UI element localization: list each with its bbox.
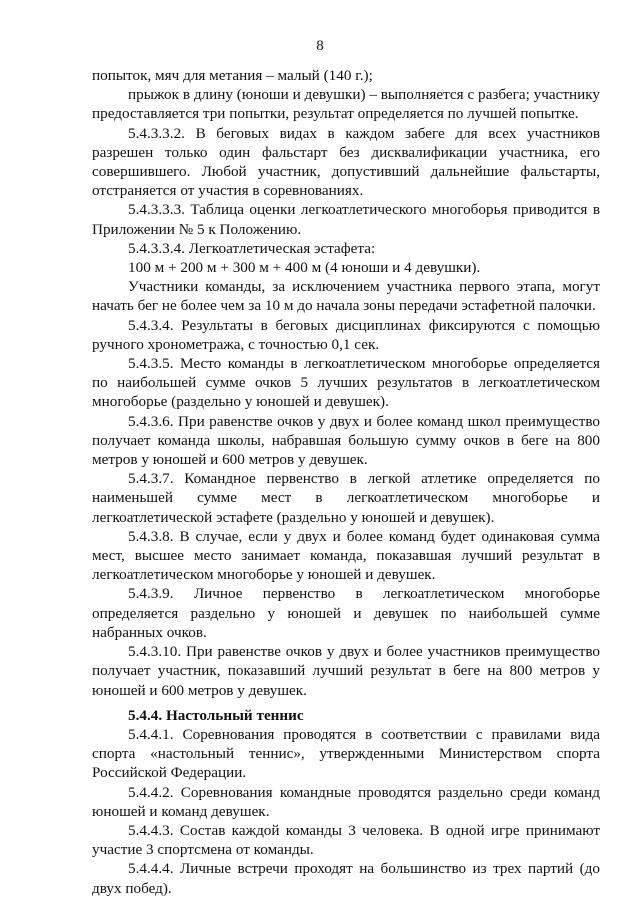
paragraph-5-4-4-1: 5.4.4.1. Соревнования проводятся в соответствии с правилами вида спорта «настольный теннис», утвержденными Министерством спорта Российской Федерации. (92, 725, 600, 782)
paragraph-throw-ball: попыток, мяч для метания – малый (140 г.); (92, 67, 373, 84)
paragraph-5-4-4-4: 5.4.4.4. Личные встречи проходят на большинство из трех партий (до двух побед). (92, 860, 600, 897)
paragraph-5-4-3-7: 5.4.3.7. Командное первенство в легкой атлетике определяется по наименьшей сумме мест в легкоатлетическом многоборье и легкоатлетической эстафете (раздельно у юношей и девушек). (92, 470, 600, 526)
paragraph-long-jump: прыжок в длину (юноши и девушки) – выполняется с разбега; участнику предоставляется три попытки, результат определяется по лучшей попытке. (92, 86, 600, 123)
paragraph-5-4-4-3: 5.4.4.3. Состав каждой команды 3 человека. В одной игре принимают участие 3 спортсмена от команды. (92, 821, 600, 859)
paragraph-relay-rule: Участники команды, за исключением участника первого этапа, могут начать бег не более чем за 10 м до начала зоны передачи эстафетной палочки. (92, 278, 600, 315)
paragraph-5-4-4-2: 5.4.4.2. Соревнования командные проводятся раздельно среди команд юношей и команд девушек. (92, 783, 600, 820)
paragraph-5-4-3-9: 5.4.3.9. Личное первенство в легкоатлетическом многоборье определяется раздельно у юношей и девушек по наибольшей сумме набранных очков. (92, 585, 600, 641)
document-body (92, 66, 600, 898)
paragraph-5-4-3-4: 5.4.3.4. Результаты в беговых дисциплинах фиксируются с помощью ручного хронометража, с точностью 0,1 сек. (92, 316, 600, 353)
paragraph-5-4-3-5: 5.4.3.5. Место команды в легкоатлетическом многоборье определяется по наибольшей сумме очков 5 лучших результатов в легкоатлетическом многоборье (раздельно у юношей и девушек). (92, 355, 600, 411)
paragraph-5-4-3-3-2: 5.4.3.3.2. В беговых видах в каждом забеге для всех участников разрешен только один фальстарт без дисквалификации участника, его совершившего. Любой участник, допустивший дальнейшие фальстарты, отстраняется от участия в соревнованиях. (92, 124, 600, 200)
section-heading-table-tennis: 5.4.4. Настольный теннис (128, 706, 304, 724)
paragraph-relay-distances: 100 м + 200 м + 300 м + 400 м (4 юноши и 4 девушки). (128, 259, 481, 277)
page-number: 8 (316, 38, 324, 54)
paragraph-5-4-3-6: 5.4.3.6. При равенстве очков у двух и более команд школ преимущество получает команда школы, набравшая большую сумму очков в беге на 800 метров у юношей и 600 метров у девушек. (92, 412, 600, 469)
paragraph-5-4-3-3-3: 5.4.3.3.3. Таблица оценки легкоатлетического многоборья приводится в Приложении № 5 к Положению. (92, 201, 600, 238)
paragraph-5-4-3-10: 5.4.3.10. При равенстве очков у двух и более участников преимущество получает участник, показавший лучший результат в беге на 800 метров у юношей и 600 метров у девушек. (92, 643, 600, 699)
paragraph-5-4-3-3-4: 5.4.3.3.4. Легкоатлетическая эстафета: (128, 239, 376, 257)
paragraph-5-4-3-8: 5.4.3.8. В случае, если у двух и более команд будет одинаковая сумма мест, высшее место занимает команда, показавшая лучший результат в легкоатлетическом многоборье у юношей и девушек. (92, 527, 600, 584)
